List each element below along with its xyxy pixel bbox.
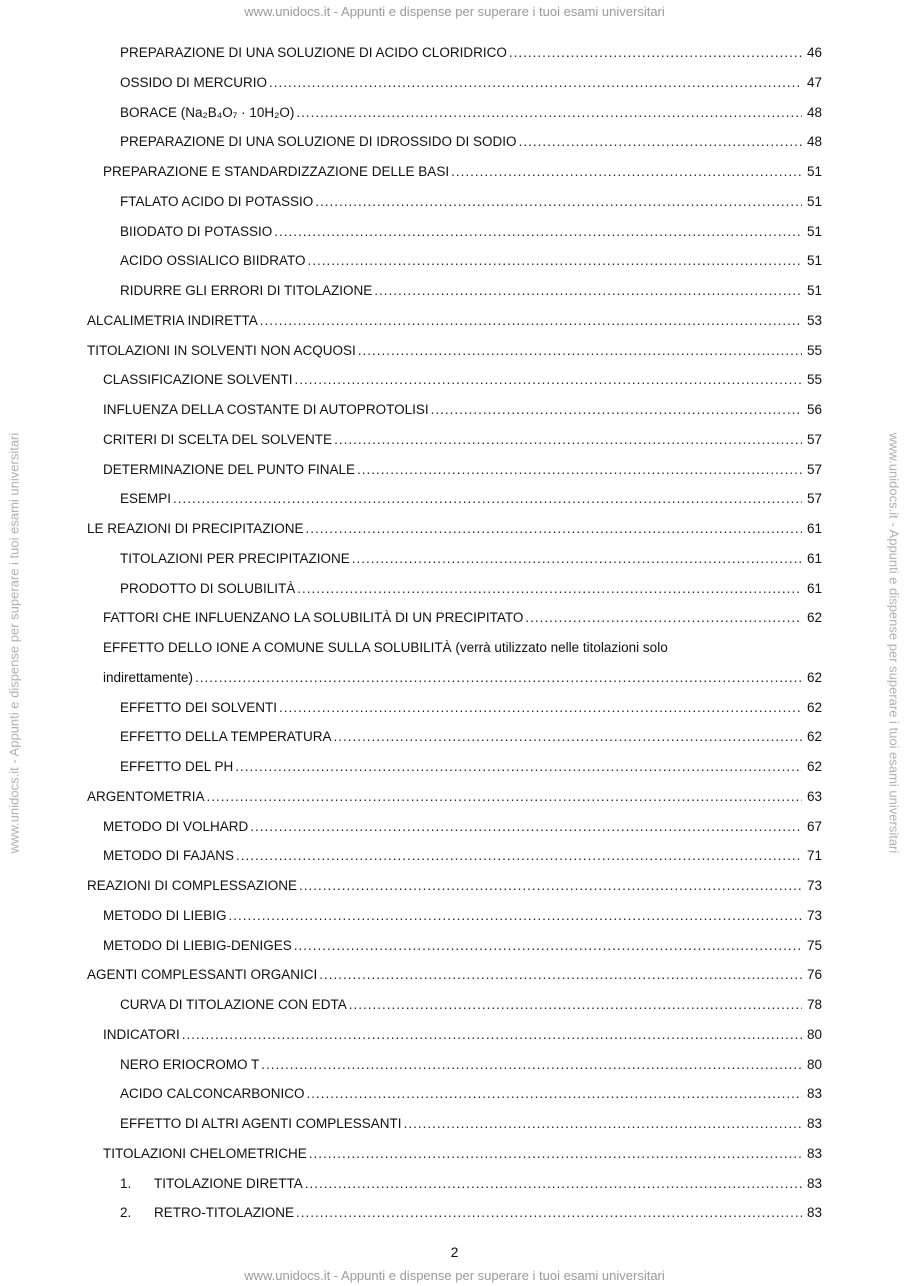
toc-entry-leader xyxy=(294,935,802,957)
toc-entry-title: indirettamente) xyxy=(103,669,194,685)
toc-entry-page: 62 xyxy=(806,669,822,685)
toc-entry-leader xyxy=(207,786,802,808)
toc-entry-page: 71 xyxy=(806,848,822,864)
toc-entry-title: DETERMINAZIONE DEL PUNTO FINALE xyxy=(103,461,356,477)
toc-entry-page: 61 xyxy=(806,580,822,596)
toc-entry-title: EFFETTO DEL PH xyxy=(120,759,234,774)
toc-entry-title: FTALATO ACIDO DI POTASSIO xyxy=(120,193,314,209)
toc-entry-page: 51 xyxy=(806,223,822,239)
toc-entry-title: TITOLAZIONE DIRETTA xyxy=(154,1175,303,1191)
toc-entry-title: PREPARAZIONE DI UNA SOLUZIONE DI IDROSSIDO DI SODIO xyxy=(120,134,517,150)
toc-entry-title: PREPARAZIONE E STANDARDIZZAZIONE DELLE BASI xyxy=(103,164,450,179)
toc-entry[interactable] xyxy=(0,578,909,600)
toc-entry[interactable] xyxy=(0,845,909,867)
toc-entry[interactable] xyxy=(0,1054,909,1076)
toc-entry-title: ARGENTOMETRIA xyxy=(87,788,205,804)
toc-entry[interactable] xyxy=(0,221,909,243)
toc-entry[interactable] xyxy=(0,816,909,838)
toc-entry-page: 80 xyxy=(806,1056,822,1072)
toc-entry-title: RETRO-TITOLAZIONE xyxy=(154,1205,295,1221)
toc-entry-leader xyxy=(299,875,802,897)
toc-entry-title: OSSIDO DI MERCURIO xyxy=(120,74,268,90)
toc-entry-title: RIDURRE GLI ERRORI DI TITOLAZIONE xyxy=(120,283,373,298)
toc-entry-page: 73 xyxy=(806,878,822,893)
toc-entry-title: CRITERI DI SCELTA DEL SOLVENTE xyxy=(103,431,333,447)
toc-entry-title: ESEMPI xyxy=(120,491,172,507)
toc-entry-page: 55 xyxy=(806,372,822,388)
toc-entry-leader xyxy=(334,429,802,451)
toc-entry-title: EFFETTO DELLA TEMPERATURA xyxy=(120,729,332,745)
toc-entry[interactable] xyxy=(0,994,909,1016)
toc-entry[interactable] xyxy=(0,310,909,332)
toc-entry[interactable] xyxy=(0,488,909,510)
toc-entry[interactable] xyxy=(0,697,909,719)
toc-entry[interactable] xyxy=(0,429,909,451)
toc-entry-leader xyxy=(307,1083,802,1105)
toc-entry-leader xyxy=(315,191,802,213)
toc-entry-leader xyxy=(374,280,802,302)
toc-entry-number: 1. xyxy=(120,1175,132,1191)
toc-entry-title: CLASSIFICAZIONE SOLVENTI xyxy=(103,372,293,388)
toc-entry-page: 53 xyxy=(806,312,822,328)
toc-entry[interactable] xyxy=(0,1083,909,1105)
toc-entry-page: 83 xyxy=(806,1086,822,1102)
toc-entry-leader xyxy=(173,488,802,510)
toc-entry-page: 73 xyxy=(806,907,822,923)
toc-entry-page: 76 xyxy=(806,967,822,983)
toc-entry[interactable] xyxy=(0,250,909,272)
toc-entry-page: 51 xyxy=(806,253,822,269)
toc-entry-page: 46 xyxy=(806,45,822,60)
toc-entry[interactable] xyxy=(0,102,909,124)
toc-entry[interactable] xyxy=(0,1202,909,1224)
watermark-right: www.unidocs.it - Appunti e dispense per superare i tuoi esami universitari xyxy=(886,432,902,854)
toc-entry-title: TITOLAZIONI PER PRECIPITAZIONE xyxy=(120,550,350,566)
toc-entry-leader xyxy=(349,994,802,1016)
toc-entry-title: PREPARAZIONE DI UNA SOLUZIONE DI ACIDO CLORIDRICO xyxy=(120,45,507,60)
toc-entry-title: ACIDO OSSIALICO BIIDRATO xyxy=(120,253,306,269)
toc-entry-leader xyxy=(352,548,802,570)
toc-entry[interactable] xyxy=(0,786,909,808)
toc-entry-page: 67 xyxy=(806,818,822,834)
toc-entry[interactable] xyxy=(0,42,909,64)
toc-entry-title: ALCALIMETRIA INDIRETTA xyxy=(87,312,258,328)
toc-entry-leader xyxy=(305,1173,802,1195)
toc-entry-title: NERO ERIOCROMO T xyxy=(120,1056,260,1072)
toc-entry-page: 80 xyxy=(806,1026,822,1042)
toc-entry[interactable] xyxy=(0,756,909,778)
toc-entry-page: 57 xyxy=(806,431,822,447)
toc-entry-page: 83 xyxy=(806,1205,822,1221)
toc-entry-title: REAZIONI DI COMPLESSAZIONE xyxy=(87,878,298,893)
toc-entry[interactable] xyxy=(0,875,909,897)
toc-entry-title: EFFETTO DEI SOLVENTI xyxy=(120,699,278,715)
toc-entry-title: EFFETTO DELLO IONE A COMUNE SULLA SOLUBILITÀ (verrà utilizzato nelle titolazioni solo xyxy=(103,640,668,655)
toc-entry-title: METODO DI VOLHARD xyxy=(103,818,249,834)
toc-entry-title: METODO DI LIEBIG xyxy=(103,907,227,923)
toc-entry[interactable] xyxy=(0,459,909,481)
toc-entry-title: FATTORI CHE INFLUENZANO LA SOLUBILITÀ DI UN PRECIPITATO xyxy=(103,610,524,626)
toc-entry-leader xyxy=(279,697,802,719)
toc-entry-leader xyxy=(404,1113,802,1135)
toc-entry[interactable] xyxy=(0,161,909,183)
toc-entry-title: INFLUENZA DELLA COSTANTE DI AUTOPROTOLISI xyxy=(103,402,429,417)
toc-entry-page: 51 xyxy=(806,164,822,179)
toc-entry[interactable] xyxy=(0,1143,909,1165)
toc-entry-leader xyxy=(509,42,802,64)
toc-entry[interactable] xyxy=(0,72,909,94)
toc-entry[interactable] xyxy=(0,191,909,213)
toc-entry-title: BIIODATO DI POTASSIO xyxy=(120,223,273,239)
toc-entry[interactable] xyxy=(0,964,909,986)
toc-entry-leader xyxy=(296,1202,802,1224)
toc-entry[interactable] xyxy=(0,1113,909,1135)
toc-entry[interactable] xyxy=(0,1173,909,1195)
toc-entry-page: 48 xyxy=(806,134,822,150)
toc-entry-title: LE REAZIONI DI PRECIPITAZIONE xyxy=(87,521,304,536)
toc-entry-leader xyxy=(195,667,802,689)
toc-entry-leader xyxy=(260,310,802,332)
toc-entry-page: 48 xyxy=(806,104,822,120)
toc-entry[interactable] xyxy=(0,1024,909,1046)
toc-entry[interactable] xyxy=(0,935,909,957)
toc-entry-title: TITOLAZIONI IN SOLVENTI NON ACQUOSI xyxy=(87,342,356,358)
toc-entry-page: 47 xyxy=(806,74,822,90)
toc-entry-page: 62 xyxy=(806,610,822,626)
toc-entry-title: ACIDO CALCONCARBONICO xyxy=(120,1086,305,1102)
toc-entry[interactable] xyxy=(0,607,909,629)
toc-entry[interactable] xyxy=(0,637,909,685)
toc-entry-leader xyxy=(229,905,802,927)
toc-entry-title: METODO DI LIEBIG-DENIGES xyxy=(103,937,292,953)
toc-entry-page: 55 xyxy=(806,342,822,358)
toc-entry-title: TITOLAZIONI CHELOMETRICHE xyxy=(103,1145,307,1161)
toc-entry-title: AGENTI COMPLESSANTI ORGANICI xyxy=(87,967,318,983)
toc-entry-page: 75 xyxy=(806,937,822,953)
toc-entry-number: 2. xyxy=(120,1205,132,1221)
toc-entry-page: 83 xyxy=(806,1116,822,1131)
toc-entry-title: CURVA DI TITOLAZIONE CON EDTA xyxy=(120,997,347,1012)
toc-entry-page: 57 xyxy=(806,491,822,507)
toc-entry-page: 61 xyxy=(806,521,822,536)
toc-entry-leader xyxy=(519,131,802,153)
toc-entry[interactable] xyxy=(0,369,909,391)
toc-entry-leader xyxy=(236,845,802,867)
toc-entry-leader xyxy=(431,399,802,421)
toc-entry-leader xyxy=(182,1024,802,1046)
toc-entry[interactable] xyxy=(0,399,909,421)
watermark-bottom: www.unidocs.it - Appunti e dispense per superare i tuoi esami universitari xyxy=(244,1268,665,1283)
toc-entry-leader xyxy=(319,964,802,986)
toc-entry-page: 83 xyxy=(806,1175,822,1191)
toc-entry-leader xyxy=(297,578,802,600)
toc-entry[interactable] xyxy=(0,548,909,570)
page-number: 2 xyxy=(450,1244,459,1260)
toc-entry-leader xyxy=(296,102,802,124)
toc-entry[interactable] xyxy=(0,280,909,302)
toc-entry-title: EFFETTO DI ALTRI AGENTI COMPLESSANTI xyxy=(120,1116,402,1131)
toc-entry-page: 63 xyxy=(806,788,822,804)
toc-entry-leader xyxy=(451,161,802,183)
toc-entry-page: 62 xyxy=(806,729,822,745)
toc-entry-leader xyxy=(295,369,802,391)
toc-entry[interactable] xyxy=(0,518,909,540)
toc-entry-leader xyxy=(235,756,802,778)
toc-entry-leader xyxy=(250,816,802,838)
toc-entry[interactable] xyxy=(0,905,909,927)
watermark-left: www.unidocs.it - Appunti e dispense per superare i tuoi esami universitari xyxy=(6,432,22,854)
toc-entry-leader xyxy=(357,459,802,481)
toc-entry[interactable] xyxy=(0,340,909,362)
toc-entry-page: 51 xyxy=(806,283,822,298)
toc-entry-page: 83 xyxy=(806,1145,822,1161)
toc-entry-page: 62 xyxy=(806,759,822,774)
toc-entry-leader xyxy=(306,518,802,540)
toc-entry-title: BORACE (Na₂B₄O₇ · 10H₂O) xyxy=(120,104,295,120)
toc-entry-leader xyxy=(334,726,802,748)
toc-entry-title: INDICATORI xyxy=(103,1026,180,1042)
toc-entry-page: 62 xyxy=(806,699,822,715)
toc-entry-leader xyxy=(358,340,802,362)
toc-entry-page: 61 xyxy=(806,550,822,566)
toc-entry-page: 51 xyxy=(806,193,822,209)
toc-entry-leader xyxy=(308,250,802,272)
toc-entry-leader xyxy=(309,1143,802,1165)
toc-entry[interactable] xyxy=(0,726,909,748)
toc-entry-title: PRODOTTO DI SOLUBILITÀ xyxy=(120,580,296,596)
toc-entry-page: 56 xyxy=(806,402,822,417)
toc-entry-leader xyxy=(525,607,802,629)
toc-entry-leader xyxy=(261,1054,802,1076)
toc-entry-leader xyxy=(274,221,802,243)
watermark-top: www.unidocs.it - Appunti e dispense per superare i tuoi esami universitari xyxy=(244,4,665,19)
toc-entry[interactable] xyxy=(0,131,909,153)
toc-entry-page: 78 xyxy=(806,997,822,1012)
toc-entry-page: 57 xyxy=(806,461,822,477)
toc-entry-title: METODO DI FAJANS xyxy=(103,848,235,864)
toc-entry-leader xyxy=(269,72,802,94)
